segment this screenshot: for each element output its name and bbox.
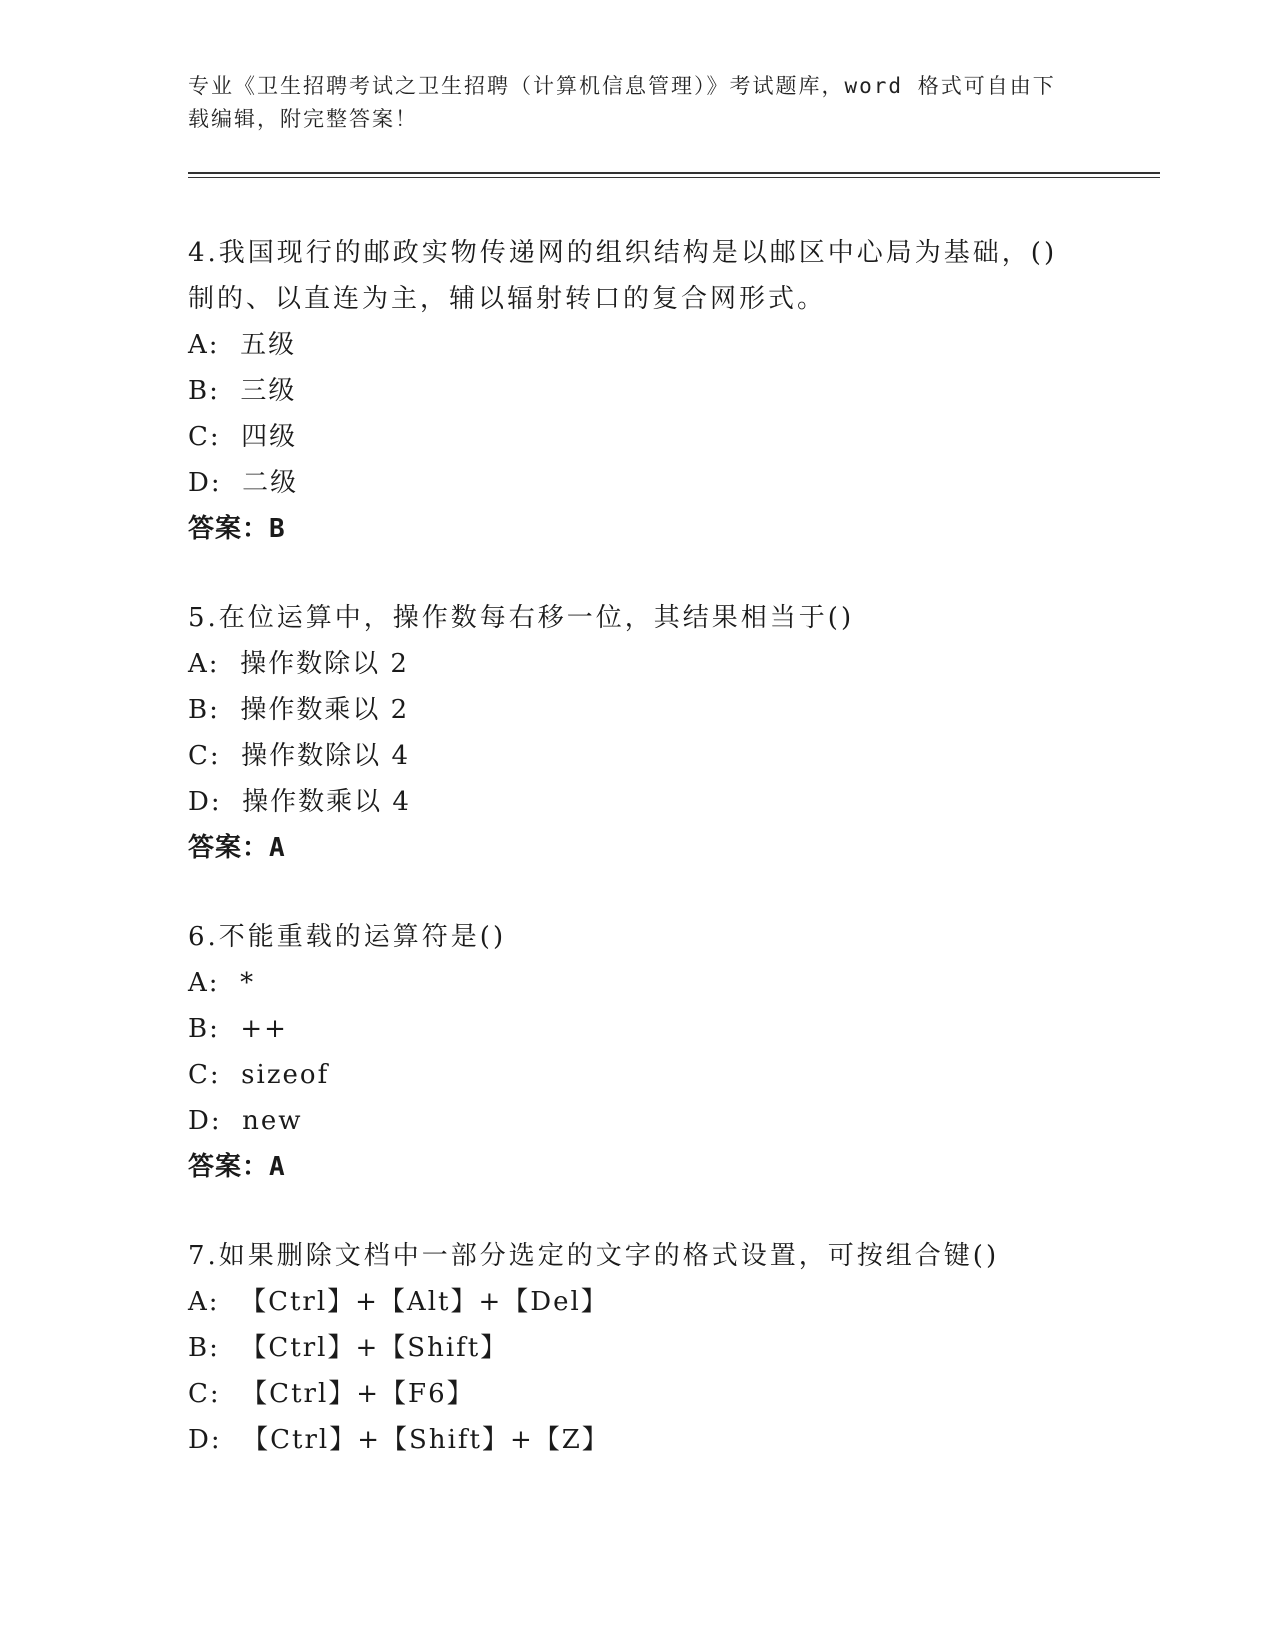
option-d: D: 二级 bbox=[188, 468, 299, 498]
option-b: B: 操作数乘以 2 bbox=[188, 695, 410, 725]
document-header: 专业《卫生招聘考试之卫生招聘（计算机信息管理）》考试题库，word 格式可自由下载编辑，附完整答案！ bbox=[188, 74, 1056, 131]
option-a: A: * bbox=[188, 968, 256, 998]
header-divider bbox=[188, 172, 1160, 178]
question-stem: 5.在位运算中，操作数每右移一位，其结果相当于() bbox=[188, 603, 855, 633]
question-list bbox=[188, 230, 1168, 1463]
option-b: B: ++ bbox=[188, 1014, 288, 1044]
option-c: C: 【Ctrl】+【F6】 bbox=[188, 1379, 475, 1409]
document-page bbox=[188, 70, 1168, 1506]
question-stem: 7.如果删除文档中一部分选定的文字的格式设置，可按组合键() bbox=[188, 1241, 1000, 1271]
question-stem: 4.我国现行的邮政实物传递网的组织结构是以邮区中心局为基础，()制的、以直连为主，辅以辐射转口的复合网形式。 bbox=[188, 238, 1058, 314]
option-b: B: 三级 bbox=[188, 376, 297, 406]
option-a: A: 五级 bbox=[188, 330, 297, 360]
answer-line: 答案：B bbox=[188, 514, 286, 544]
question-5 bbox=[188, 595, 1168, 871]
option-d: D: 【Ctrl】+【Shift】+【Z】 bbox=[188, 1425, 610, 1455]
answer-line: 答案：A bbox=[188, 833, 286, 863]
question-7 bbox=[188, 1233, 1168, 1463]
option-b: B: 【Ctrl】+【Shift】 bbox=[188, 1333, 509, 1363]
question-stem: 6.不能重载的运算符是() bbox=[188, 922, 507, 952]
option-c: C: 四级 bbox=[188, 422, 298, 452]
option-a: A: 操作数除以 2 bbox=[188, 649, 409, 679]
question-4 bbox=[188, 230, 1168, 552]
question-6 bbox=[188, 914, 1168, 1190]
option-c: C: sizeof bbox=[188, 1060, 330, 1090]
answer-line: 答案：A bbox=[188, 1152, 286, 1182]
option-d: D: 操作数乘以 4 bbox=[188, 787, 411, 817]
option-c: C: 操作数除以 4 bbox=[188, 741, 410, 771]
option-a: A: 【Ctrl】+【Alt】+【Del】 bbox=[188, 1287, 609, 1317]
option-d: D: new bbox=[188, 1106, 303, 1136]
